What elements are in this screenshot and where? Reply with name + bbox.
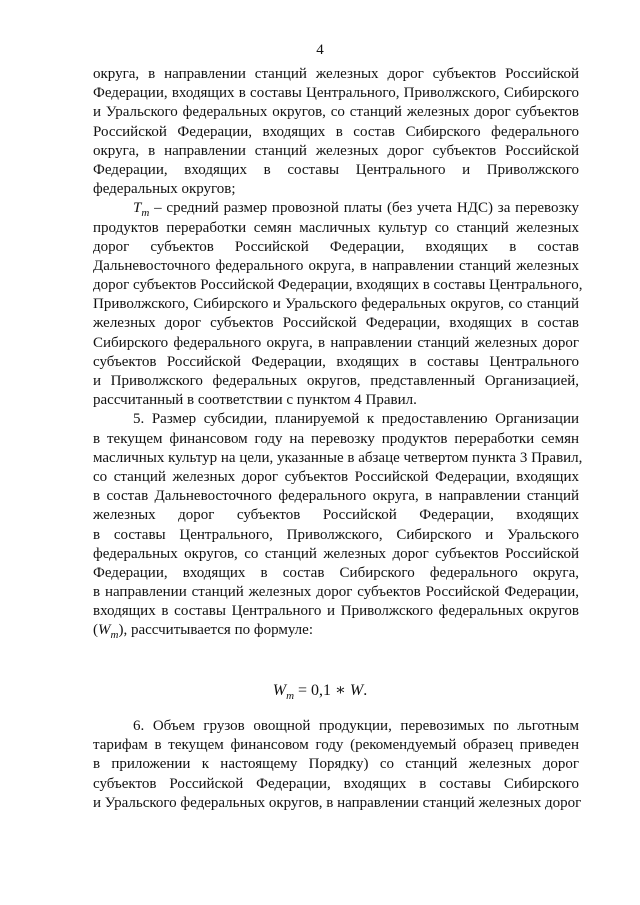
text-line: федеральных округов, со станций железных дорог субъектов Российской (93, 545, 579, 562)
text-line: продуктов переработки семян масличных культур со станций железных (93, 219, 579, 236)
body-text-lower (93, 717, 582, 813)
formula-rhs-variable: W (349, 682, 364, 699)
text-line: Сибирского федерального округа, в направлении станций железных дорог (93, 334, 579, 351)
text-line: дорог субъектов Российской Федерации, входящих в составы Центрального, (93, 277, 583, 294)
text-line: в состав Дальневосточного федерального округа, в направлении станций (93, 488, 579, 505)
text-line: Дальневосточного федерального округа, в направлении станций железных (93, 257, 579, 274)
text-line: 5. Размер субсидии, планируемой к предоставлению Организации (133, 411, 579, 428)
text-line: $(W_m)$, рассчитывается по формуле: (93, 622, 313, 642)
text-line: рассчитанный в соответствии с пунктом 4 Правил. (93, 392, 417, 409)
body-text-upper (93, 65, 583, 642)
text-line: масличных культур на цели, указанные в абзаце четвертом пункта 3 Правил, (93, 449, 583, 466)
text-line: в текущем финансовом году на перевозку продуктов переработки семян (93, 430, 579, 447)
formula-operator: = 0,1 ∗ (294, 682, 350, 699)
text-line: округа, в направлении станций железных дорог субъектов Российской (93, 66, 579, 82)
page-number: 4 (316, 42, 324, 58)
text-line: в приложении к настоящему Порядку) со станций железных дорог (93, 756, 579, 773)
text-line: и Уральского федеральных округов, со станций железных дорог субъектов (93, 104, 579, 121)
text-line: субъектов Российской Федерации, входящих в составы Сибирского (93, 775, 579, 792)
variable-symbol: W (98, 622, 111, 639)
text-line: железных дорог субъектов Российской Федерации, входящих (93, 507, 579, 524)
text-line: со станций железных дорог субъектов Российской Федерации, входящих (93, 468, 579, 485)
text-line: округа, в направлении станций железных дорог субъектов Российской (93, 142, 579, 159)
text-line: федеральных округов; (93, 181, 236, 198)
variable-subscript: m (110, 629, 119, 642)
formula-end: . (363, 682, 368, 699)
text-line: тарифам в текущем финансовом году (рекомендуемый образец приведен (93, 737, 579, 754)
text-line: и Приволжского федеральных округов, представленный Организацией, (93, 373, 579, 389)
text-line: $T_m$ – средний размер провозной платы (без учета НДС) за перевозку (133, 200, 579, 220)
text-line: Федерации, входящих в состав Сибирского федерального округа, (93, 564, 579, 581)
text-line: 6. Объем грузов овощной продукции, перевозимых по льготным (133, 718, 579, 734)
text-line: железных дорог субъектов Российской Федерации, входящих в состав (93, 315, 579, 332)
text-line: Федерации, входящих в составы Центрального и Приволжского (93, 161, 579, 178)
text-line: Российской Федерации, входящих в состав Сибирского федерального (93, 123, 579, 140)
formula (0, 680, 640, 702)
text-line: Федерации, входящих в составы Центрального, Приволжского, Сибирского (93, 85, 579, 102)
text-line: дорог субъектов Российской Федерации, входящих в состав (93, 238, 579, 255)
text-line: и Уральского федеральных округов, в направлении станций железных дорог (93, 794, 582, 811)
text-line: Приволжского, Сибирского и Уральского федеральных округов, со станций (93, 296, 579, 313)
formula-lhs: W (272, 682, 287, 699)
text-line: в составы Центрального, Приволжского, Сибирского и Уральского (93, 526, 579, 543)
text-line: в направлении станций железных дорог субъектов Российской Федерации, (93, 584, 579, 601)
text-line: субъектов Российской Федерации, входящих в составы Центрального (93, 353, 579, 370)
variable-subscript: m (141, 207, 150, 220)
text-line: входящих в составы Центрального и Приволжского федеральных округов (93, 603, 579, 620)
variable-symbol: T (133, 200, 142, 217)
formula-lhs-subscript: m (286, 690, 295, 703)
